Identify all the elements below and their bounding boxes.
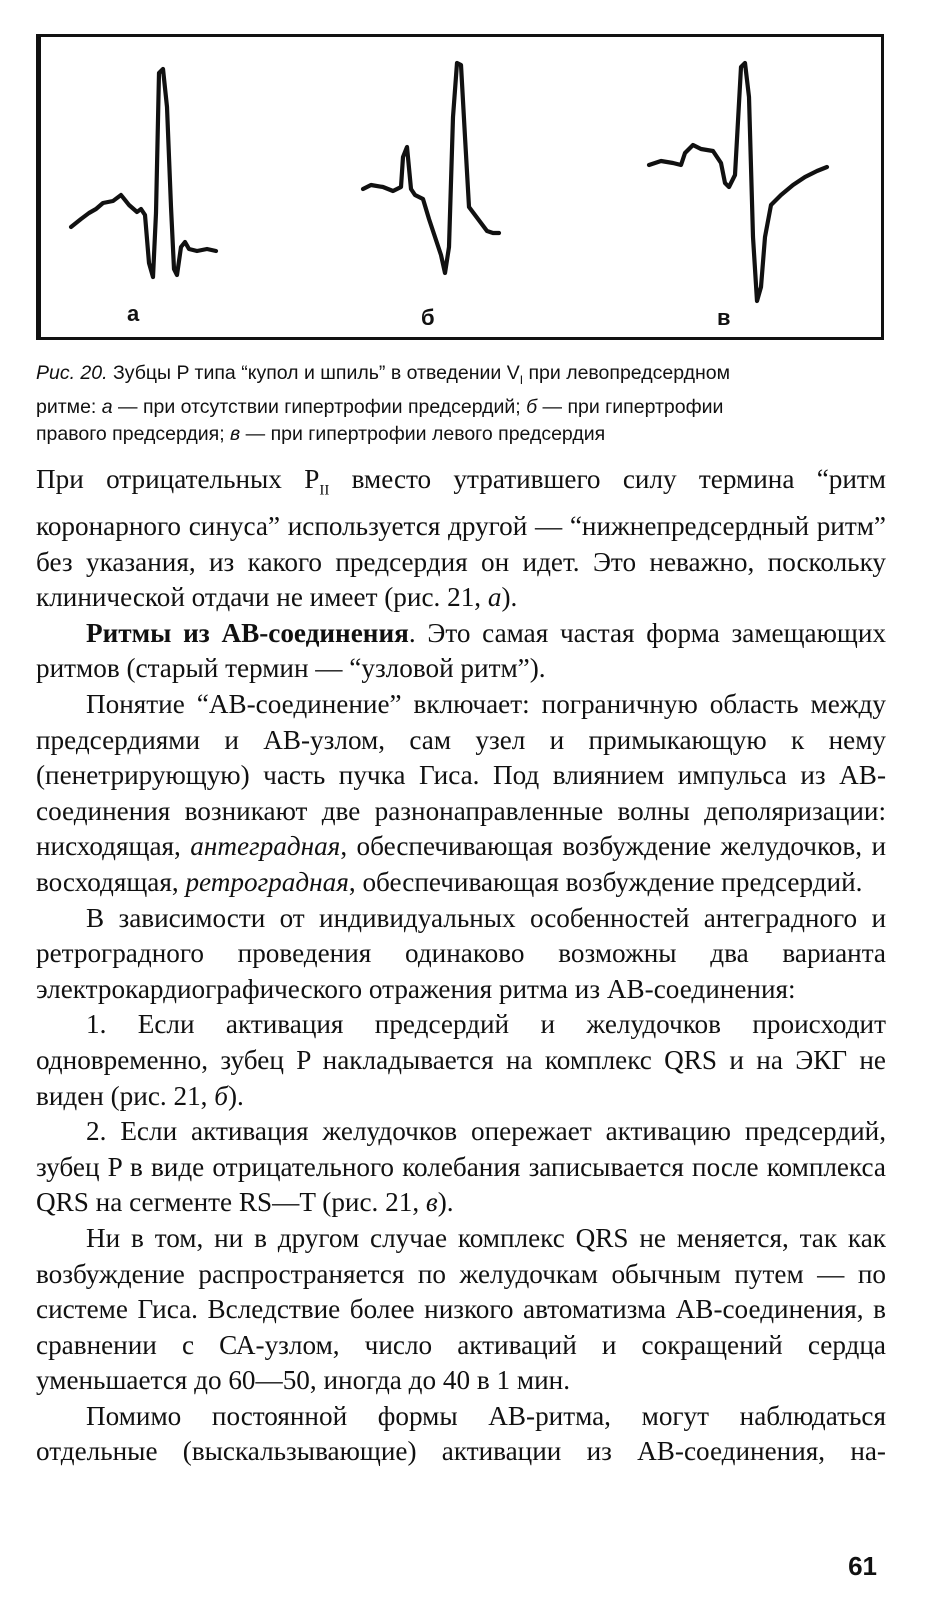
paragraph-8: Помимо постоянной формы АВ-ритма, могут наблюдаться отдельные (выскальзывающие) активации из АВ-соединения, на- bbox=[36, 1400, 886, 1467]
ecg-figure bbox=[36, 34, 884, 340]
paragraph-7: Ни в том, ни в другом случае комплекс QRS не меняется, так как возбуждение распространяется по желудочкам обычным путем — по системе Гиса. Вследствие более низкого автоматизма АВ-соединения, в сравнении с СА-узлом, число активаций и сокращений сердца уменьшается до 60—50, иногда до 40 в 1 мин. bbox=[36, 1222, 886, 1396]
paragraph-6: 2. Если активация желудочков опережает активацию предсердий, зубец P в виде отрицательного колебания записывается после комплекса QRS на сегменте RS—T (рис. 21, в). bbox=[36, 1116, 886, 1218]
ecg-trace-a bbox=[71, 69, 216, 277]
panel-label-c: в bbox=[717, 305, 731, 330]
paragraph-2: Ритмы из АВ-соединения. Это самая частая форма замещающих ритмов (старый термин — “узловой ритм”). bbox=[36, 617, 886, 684]
caption-line-1: Рис. 20. Зубцы P типа “купол и шпиль” в отведении $V_I$ при левопредсердном bbox=[36, 362, 730, 387]
page-number: 61 bbox=[848, 1551, 877, 1581]
paragraph-4: В зависимости от индивидуальных особенностей антеградного и ретроградного проведения одинаково возможны два варианта электрокардиографического отражения ритма из АВ-соединения: bbox=[36, 902, 886, 1004]
panel-label-a: а bbox=[127, 301, 140, 326]
paragraph-3: Понятие “АВ-соединение” включает: пограничную область между предсердиями и АВ-узлом, сам узел и примыкающую к нему (пенетрирующую) часть пучка Гиса. Под влиянием импульса из АВ-соединения возникают две разнонаправленные волны деполяризации: нисходящая, антеградная, обеспечивающая возбуждение желудочков, и восходящая, ретроградная, обеспечивающая возбуждение предсердий. bbox=[36, 689, 886, 897]
paragraph-5: 1. Если активация предсердий и желудочков происходит одновременно, зубец P накладывается на комплекс QRS и на ЭКГ не виден (рис. 21, б). bbox=[36, 1009, 886, 1111]
section-heading: Ритмы из АВ-соединения bbox=[86, 617, 409, 648]
ecg-trace-c bbox=[649, 63, 827, 301]
figure-number: Рис. 20. bbox=[36, 362, 108, 384]
panel-label-b: б bbox=[421, 305, 435, 330]
caption-line-3: правого предсердия; в — при гипертрофии левого предсердия bbox=[36, 422, 606, 445]
caption-line-2: ритме: а — при отсутствии гипертрофии предсердий; б — при гипертрофии bbox=[36, 395, 724, 418]
figure-caption bbox=[36, 360, 888, 448]
ecg-traces bbox=[41, 37, 883, 337]
ecg-trace-b bbox=[363, 63, 499, 273]
paragraph-1: При отрицательных $P_{II}$ вместо утратившего силу термина “ритм коронарного синуса” используется другой — “нижнепредсердный ритм” без указания, из какого предсердия он идет. Это неважно, поскольку клинической отдачи не имеет (рис. 21, а). bbox=[36, 464, 886, 613]
body-text bbox=[36, 462, 886, 1470]
